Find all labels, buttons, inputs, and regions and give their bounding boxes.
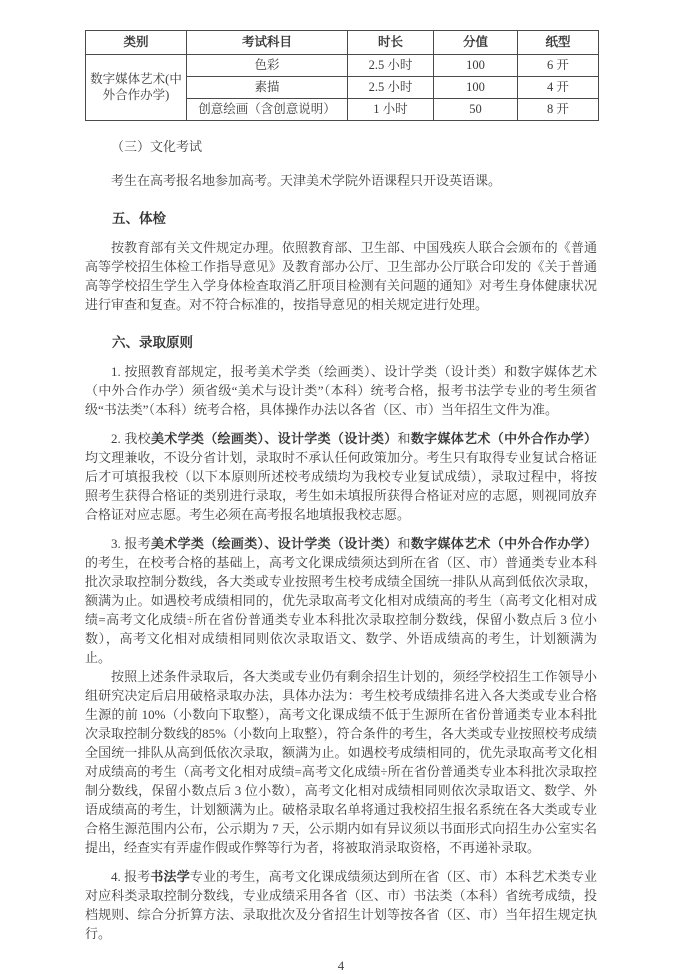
paragraph-segment: 的考生，在校考合格的基础上，高考文化课成绩须达到所在省（区、市）普通类专业本科批次录取控制分数线，各大类或专业按照考生校考成绩全国统一排队从高到低依次录取，额满为止。如遇校考成绩相同的，优先录取高考文化相对成绩高的考生（高考文化相对成绩=高考文化成绩÷所在省份普通类专业本科批次录取控制分数线，保留小数点后 3 位小数），高考文化相对成绩相同则依次录取语文、数学、外语成绩高的考生，计划额满为止。 bbox=[85, 555, 597, 665]
paper-cell: 6 开 bbox=[518, 55, 599, 77]
paper-cell: 4 开 bbox=[518, 77, 599, 99]
paragraph-segment: 4. 报考 bbox=[111, 869, 151, 884]
admission-paragraph-3 bbox=[85, 534, 597, 667]
category-cell: 数字媒体艺术(中外合作办学) bbox=[86, 55, 187, 121]
paragraph-segment: 2. 我校 bbox=[111, 431, 151, 446]
paper-cell: 8 开 bbox=[518, 99, 599, 121]
col-header-paper: 纸型 bbox=[518, 31, 599, 55]
culture-exam-heading: （三）文化考试 bbox=[111, 139, 203, 154]
col-header-duration: 时长 bbox=[348, 31, 434, 55]
bold-major-digital-media: 数字媒体艺术（中外合作办学） bbox=[410, 431, 597, 446]
subject-cell: 创意绘画（含创意说明） bbox=[187, 99, 348, 121]
page-number: 4 bbox=[337, 958, 345, 973]
score-cell: 100 bbox=[434, 55, 518, 77]
bold-major-digital-media: 数字媒体艺术（中外合作办学） bbox=[410, 536, 597, 551]
admission-paragraph-2 bbox=[85, 429, 597, 524]
paragraph-segment: 和 bbox=[397, 431, 411, 446]
physical-check-heading: 五、体检 bbox=[112, 211, 166, 226]
paragraph-segment: 专业的考生，高考文化课成绩须达到所在省（区、市）本科艺术类专业对应科类录取控制分数线，专业成绩采用各省（区、市）书法类（本科）省统考成绩，投档规则、综合分折算方法、录取批次及分省招生计划等按各省（区、市）当年招生规定执行。 bbox=[85, 869, 597, 941]
exam-subjects-table bbox=[85, 30, 599, 121]
bold-major-list: 美术学类（绘画类）、设计学类（设计类） bbox=[150, 431, 398, 446]
physical-check-body: 按教育部有关文件规定办理。依照教育部、卫生部、中国残疾人联合会颁布的《普通高等学校招生体检工作指导意见》及教育部办公厅、卫生部办公厅联合印发的《关于普通高等学校招生学生入学身体检查取消乙肝项目检测有关问题的通知》对考生身体健康状况进行审查和复查。对不符合标准的，按指导意见的相关规定进行处理。 bbox=[85, 240, 597, 312]
score-cell: 100 bbox=[434, 77, 518, 99]
admission-paragraph-1: 1. 按照教育部规定，报考美术学类（绘画类）、设计学类（设计类）和数字媒体艺术（中外合作办学）须省级“美术与设计类”（本科）统考合格，报考书法学专业的考生须省级“书法类”（本科）统考合格，具体操作办法以各省（区、市）当年招生文件为准。 bbox=[85, 364, 597, 417]
col-header-score: 分值 bbox=[434, 31, 518, 55]
subject-cell: 色彩 bbox=[187, 55, 348, 77]
table-header-row bbox=[86, 31, 599, 55]
admission-principles-heading: 六、录取原则 bbox=[112, 335, 193, 350]
table-row bbox=[86, 55, 599, 77]
admission-paragraph-4 bbox=[85, 867, 597, 943]
duration-cell: 1 小时 bbox=[348, 99, 434, 121]
paragraph-segment: 3. 报考 bbox=[111, 536, 151, 551]
culture-exam-body: 考生在高考报名地参加高考。天津美术学院外语课程只开设英语课。 bbox=[111, 173, 502, 188]
bold-major-list: 美术学类（绘画类）、设计学类（设计类） bbox=[150, 536, 398, 551]
subject-cell: 素描 bbox=[187, 77, 348, 99]
paragraph-segment: 均文理兼收，不设分省计划，录取时不承认任何政策加分。考生只有取得专业复试合格证后才可填报我校（以下本原则所述校考成绩均为我校专业复试成绩），录取过程中，将按照考生获得合格证的类别进行录取，考生如未填报所获得合格证对应的志愿，则视同放弃合格证对应志愿。考生必须在高考报名地填报我校志愿。 bbox=[85, 450, 597, 522]
duration-cell: 2.5 小时 bbox=[348, 55, 434, 77]
bold-major-calligraphy: 书法学 bbox=[150, 869, 190, 884]
admission-paragraph-3-extra: 按照上述条件录取后，各大类或专业仍有剩余招生计划的，须经学校招生工作领导小组研究决定后启用破格录取办法，具体办法为：考生校考成绩排名进入各大类或专业合格生源的前 10%（小数向下取整），高考文化课成绩不低于生源所在省份普通类专业本科批次录取控制分数线的85%（小数向上取整），符合条件的考生，各大类或专业按照校考成绩全国统一排队从高到低依次录取，额满为止。如遇校考成绩相同的，优先录取高考文化相对成绩高的考生（高考文化相对成绩=高考文化成绩÷所在省份普通类专业本科批次录取控制分数线，保留小数点后 3 位小数），高考文化相对成绩相同则依次录取语文、数学、外语成绩高的考生，计划额满为止。破格录取名单将通过我校招生报名系统在各大类或专业合格生源范围内公布，公示期为 7 天，公示期内如有异议须以书面形式向招生办公室实名提出，经查实有弄虚作假或作弊等行为者，将被取消录取资格，不再递补录取。 bbox=[85, 669, 597, 855]
col-header-category: 类别 bbox=[86, 31, 187, 55]
paragraph-segment: 和 bbox=[397, 536, 411, 551]
score-cell: 50 bbox=[434, 99, 518, 121]
duration-cell: 2.5 小时 bbox=[348, 77, 434, 99]
col-header-subject: 考试科目 bbox=[187, 31, 348, 55]
